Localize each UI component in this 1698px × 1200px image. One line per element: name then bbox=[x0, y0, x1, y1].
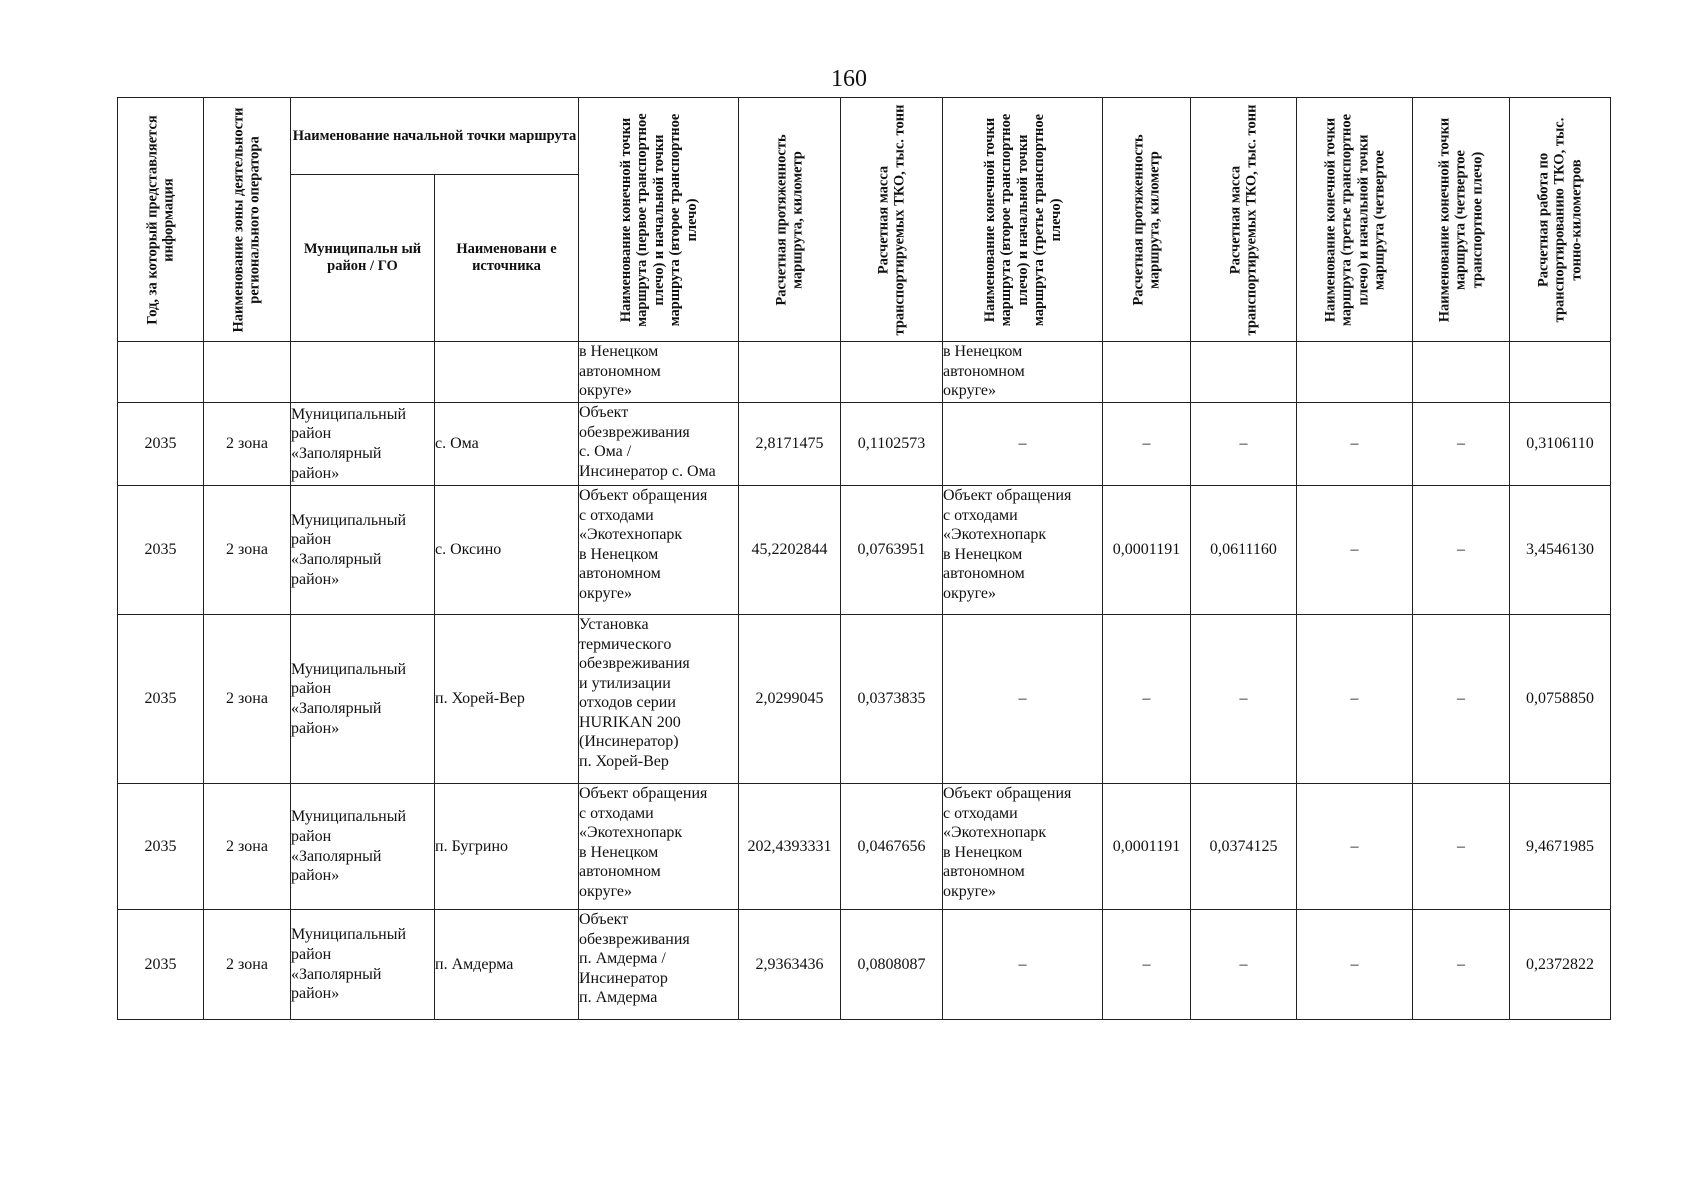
table-body bbox=[118, 342, 1611, 1020]
cell-length-2: – bbox=[1103, 910, 1191, 1020]
cell-length-1: 2,9363436 bbox=[739, 910, 841, 1020]
cell-length-2: – bbox=[1103, 403, 1191, 486]
header-end-point-2: Наименование конечной точки маршрута (второе транспортное плечо) и начальной точки маршрута (третье транспортное плечо) bbox=[943, 98, 1103, 342]
cell-end-point-1: Объект обращения с отходами «Экотехнопарк в Ненецком автономном округе» bbox=[579, 486, 739, 615]
cell-source: п. Бугрино bbox=[435, 784, 579, 910]
cell-length-2: – bbox=[1103, 615, 1191, 784]
header-source: Наименовани е источника bbox=[435, 175, 579, 342]
cell-end-point-4: – bbox=[1413, 615, 1510, 784]
cell-end-point-3: – bbox=[1297, 784, 1413, 910]
cell-mass-1: 0,0373835 bbox=[841, 615, 943, 784]
cell-length-1: 202,4393331 bbox=[739, 784, 841, 910]
cell-work: 0,2372822 bbox=[1510, 910, 1611, 1020]
header-mass-1: Расчетная масса транспортируемых ТКО, тыс. тонн bbox=[841, 98, 943, 342]
cell-mass-2: – bbox=[1191, 910, 1297, 1020]
header-end-point-3: Наименование конечной точки маршрута (третье транспортное плечо) и начальной точки маршрута (четвертое bbox=[1297, 98, 1413, 342]
cell-year: 2035 bbox=[118, 486, 204, 615]
cell-end-point-4: – bbox=[1413, 784, 1510, 910]
cell-zone: 2 зона bbox=[204, 403, 291, 486]
cell-end-point-2: Объект обращения с отходами «Экотехнопарк в Ненецком автономном округе» bbox=[943, 784, 1103, 910]
cell-municipality: Муниципальный район «Заполярный район» bbox=[291, 615, 435, 784]
header-year: Год, за который представляется информация bbox=[118, 98, 204, 342]
cell-mass-1: 0,0467656 bbox=[841, 784, 943, 910]
cell-zone: 2 зона bbox=[204, 486, 291, 615]
header-zone: Наименование зоны деятельности регионального оператора bbox=[204, 98, 291, 342]
cell-zone: 2 зона bbox=[204, 910, 291, 1020]
table-row bbox=[118, 784, 1611, 910]
cell-municipality: Муниципальный район «Заполярный район» bbox=[291, 486, 435, 615]
cell-municipality: Муниципальный район «Заполярный район» bbox=[291, 403, 435, 486]
cell-end-point-1: Объект обезвреживания п. Амдерма / Инсинератор п. Амдерма bbox=[579, 910, 739, 1020]
routes-table bbox=[117, 97, 1611, 1020]
table-row-continuation bbox=[118, 342, 1611, 403]
table-row bbox=[118, 910, 1611, 1020]
cell-mass-2: 0,0611160 bbox=[1191, 486, 1297, 615]
cell-zone: 2 зона bbox=[204, 615, 291, 784]
table-row bbox=[118, 403, 1611, 486]
header-municipality: Муниципальн ый район / ГО bbox=[291, 175, 435, 342]
cell-length-1: 2,8171475 bbox=[739, 403, 841, 486]
cell-end-point-3: – bbox=[1297, 403, 1413, 486]
cell-year: 2035 bbox=[118, 615, 204, 784]
header-length-1: Расчетная протяженность маршрута, километр bbox=[739, 98, 841, 342]
cell-source: п. Хорей-Вер bbox=[435, 615, 579, 784]
table-row bbox=[118, 486, 1611, 615]
header-end-point-1: Наименование конечной точки маршрута (первое транспортное плечо) и начальной точки маршрута (второе транспортное плечо) bbox=[579, 98, 739, 342]
cell-end-point-2: – bbox=[943, 910, 1103, 1020]
cell-mass-2: 0,0374125 bbox=[1191, 784, 1297, 910]
cell-zone: 2 зона bbox=[204, 784, 291, 910]
cell-year: 2035 bbox=[118, 784, 204, 910]
cell-mass-1: 0,1102573 bbox=[841, 403, 943, 486]
header-start-point: Наименование начальной точки маршрута bbox=[291, 98, 579, 175]
cell-work: 0,0758850 bbox=[1510, 615, 1611, 784]
cell-length-2: 0,0001191 bbox=[1103, 486, 1191, 615]
cell-end-point-4: – bbox=[1413, 403, 1510, 486]
cell-end-point-1: Объект обезвреживания с. Ома / Инсинератор с. Ома bbox=[579, 403, 739, 486]
cell-work: 3,4546130 bbox=[1510, 486, 1611, 615]
cell-end-point-1: Установка термического обезвреживания и утилизации отходов серии HURIKAN 200 (Инсинератор) п. Хорей-Вер bbox=[579, 615, 739, 784]
cell-mass-1: 0,0808087 bbox=[841, 910, 943, 1020]
cell-end-point-2: – bbox=[943, 403, 1103, 486]
cell-end-point-1: Объект обращения с отходами «Экотехнопарк в Ненецком автономном округе» bbox=[579, 784, 739, 910]
page-number: 160 bbox=[831, 66, 867, 92]
header-end-point-4: Наименование конечной точки маршрута (четвертое транспортное плечо) bbox=[1413, 98, 1510, 342]
cell-end-point-2: – bbox=[943, 615, 1103, 784]
cell-length-2: 0,0001191 bbox=[1103, 784, 1191, 910]
cell-end-point-3: – bbox=[1297, 486, 1413, 615]
cell-end-point-2: в Ненецком автономном округе» bbox=[943, 342, 1103, 403]
cell-year: 2035 bbox=[118, 403, 204, 486]
cell-work: 9,4671985 bbox=[1510, 784, 1611, 910]
header-mass-2: Расчетная масса транспортируемых ТКО, тыс. тонн bbox=[1191, 98, 1297, 342]
cell-end-point-3: – bbox=[1297, 615, 1413, 784]
cell-municipality: Муниципальный район «Заполярный район» bbox=[291, 910, 435, 1020]
cell-work: 0,3106110 bbox=[1510, 403, 1611, 486]
header-work: Расчетная работа по транспортированию ТКО, тыс. тонно-километров bbox=[1510, 98, 1611, 342]
cell-mass-2: – bbox=[1191, 403, 1297, 486]
cell-length-1: 2,0299045 bbox=[739, 615, 841, 784]
cell-end-point-3: – bbox=[1297, 910, 1413, 1020]
cell-mass-1: 0,0763951 bbox=[841, 486, 943, 615]
cell-municipality: Муниципальный район «Заполярный район» bbox=[291, 784, 435, 910]
cell-mass-2: – bbox=[1191, 615, 1297, 784]
cell-source: с. Оксино bbox=[435, 486, 579, 615]
cell-end-point-2: Объект обращения с отходами «Экотехнопарк в Ненецком автономном округе» bbox=[943, 486, 1103, 615]
cell-length-1: 45,2202844 bbox=[739, 486, 841, 615]
cell-source: п. Амдерма bbox=[435, 910, 579, 1020]
cell-end-point-4: – bbox=[1413, 486, 1510, 615]
cell-source: с. Ома bbox=[435, 403, 579, 486]
table-row bbox=[118, 615, 1611, 784]
cell-end-point-4: – bbox=[1413, 910, 1510, 1020]
table-header bbox=[118, 98, 1611, 342]
cell-year: 2035 bbox=[118, 910, 204, 1020]
cell-end-point-1: в Ненецком автономном округе» bbox=[579, 342, 739, 403]
header-length-2: Расчетная протяженность маршрута, километр bbox=[1103, 98, 1191, 342]
